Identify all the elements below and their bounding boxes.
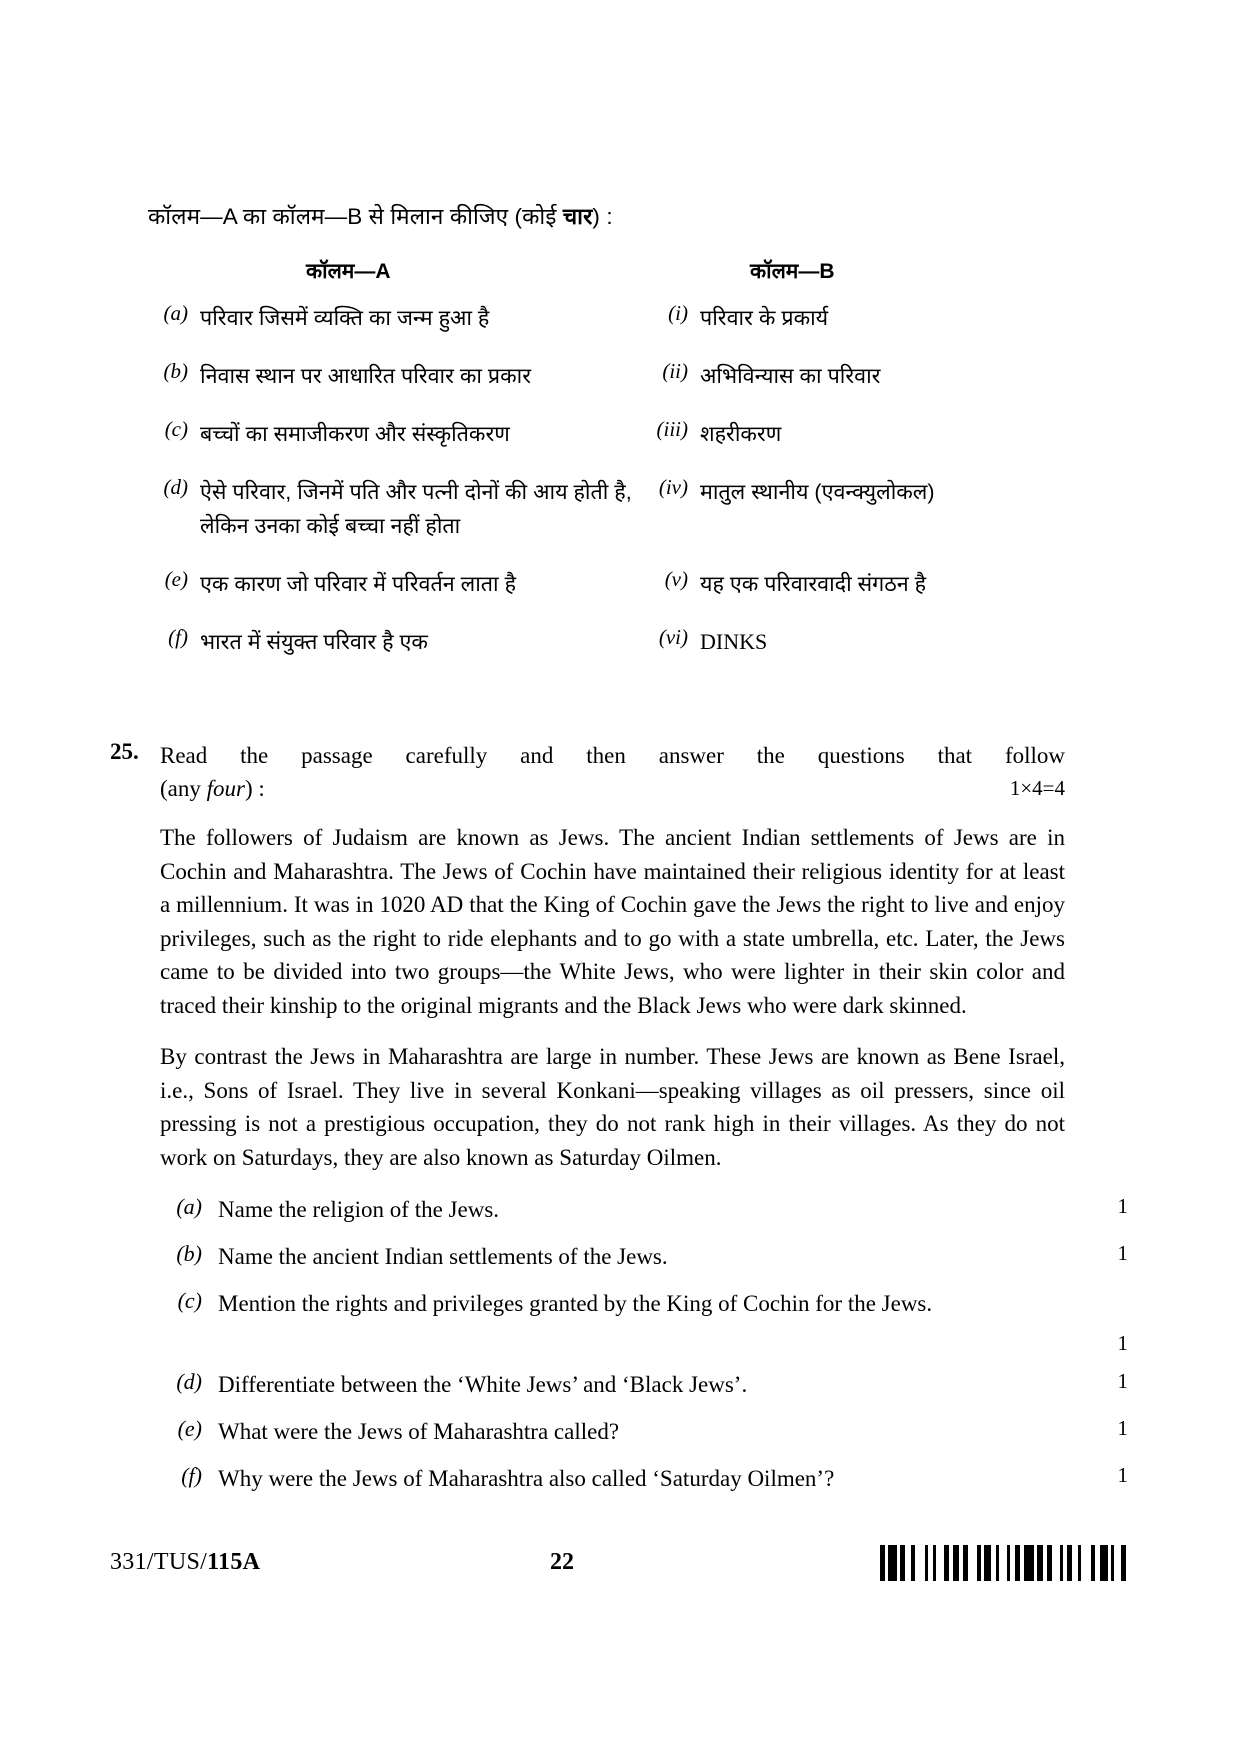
list-item bbox=[110, 1416, 1130, 1452]
sub-question-key: (f) bbox=[181, 1463, 202, 1488]
sub-question-key: (d) bbox=[176, 1369, 202, 1394]
sub-question-text: Mention the rights and privileges granted by the King of Cochin for the Jews. bbox=[218, 1291, 933, 1316]
question-stem-count: four bbox=[206, 776, 245, 801]
column-b-item-key: (v) bbox=[664, 567, 688, 591]
list-item bbox=[110, 1241, 1130, 1277]
list-item bbox=[110, 1288, 1130, 1358]
column-a-item-key: (a) bbox=[163, 301, 188, 325]
matching-instruction bbox=[148, 200, 1130, 231]
column-b-item-key: (iii) bbox=[656, 417, 688, 441]
paper-code-suffix: 115A bbox=[207, 1549, 261, 1575]
question-stem-line2 bbox=[160, 772, 1065, 805]
table-row bbox=[110, 359, 1130, 407]
column-a-item-text: एक कारण जो परिवार में परिवर्तन लाता है bbox=[200, 572, 517, 596]
question-stem bbox=[160, 739, 1065, 805]
sub-question-marks: 1 bbox=[1117, 1369, 1128, 1393]
sub-question-text: Why were the Jews of Maharashtra also called ‘Saturday Oilmen’? bbox=[218, 1466, 835, 1491]
sub-question-key: (a) bbox=[176, 1194, 202, 1219]
paper-code bbox=[110, 1549, 260, 1576]
sub-question-key: (c) bbox=[177, 1288, 202, 1313]
table-row bbox=[110, 567, 1130, 615]
table-row bbox=[110, 301, 1130, 349]
column-a-item-text: परिवार जिसमें व्यक्ति का जन्म हुआ है bbox=[200, 306, 490, 330]
column-a-item-key: (b) bbox=[163, 359, 188, 383]
question-stem-line1: Read the passage carefully and then answer the questions that follow bbox=[160, 743, 1065, 768]
table-row bbox=[110, 625, 1130, 673]
column-b-item-key: (iv) bbox=[658, 475, 688, 499]
list-item bbox=[110, 1194, 1130, 1230]
sub-question-key: (b) bbox=[176, 1241, 202, 1266]
column-a-item-text: भारत में संयुक्त परिवार है एक bbox=[200, 630, 428, 654]
page-content bbox=[110, 200, 1130, 1510]
column-a-item-text: ऐसे परिवार, जिनमें पति और पत्नी दोनों की आय होती है, लेकिन उनका कोई बच्चा नहीं होता bbox=[200, 480, 632, 538]
question-stem-colon: ) : bbox=[244, 776, 265, 801]
matching-column-headings bbox=[110, 257, 1130, 297]
column-a-item-key: (d) bbox=[163, 475, 188, 499]
passage-paragraph-1: The followers of Judaism are known as Jews. The ancient Indian settlements of Jews are in Cochin and Maharashtra. The Jews of Cochin have maintained their religious identity for at least a millennium. It was in 1020 AD that the King of Cochin gave the Jews the right to live and enjoy privileges, such as the right to ride elephants and to go with a state umbrella, etc. Later, the Jews came to be divided into two groups—the White Jews, who were lighter in their skin color and traced their kinship to the original migrants and the Black Jews who were dark skinned. bbox=[160, 825, 1065, 1018]
sub-question-text: Name the ancient Indian settlements of the Jews. bbox=[218, 1244, 668, 1269]
matching-instruction-prefix: कॉलम—A का कॉलम—B से मिलान कीजिए (कोई bbox=[148, 204, 563, 229]
question-stem-any: (any bbox=[160, 776, 207, 801]
sub-question-marks: 1 bbox=[1117, 1463, 1128, 1487]
question-marks: 1×4=4 bbox=[1009, 776, 1065, 800]
matching-instruction-emphasis: चार bbox=[562, 204, 593, 229]
list-item bbox=[110, 1463, 1130, 1499]
column-a-item-key: (f) bbox=[168, 625, 188, 649]
sub-question-marks: 1 bbox=[1117, 1331, 1128, 1355]
table-row bbox=[110, 417, 1130, 465]
sub-question-key: (e) bbox=[177, 1416, 202, 1441]
column-b-item-text: अभिविन्यास का परिवार bbox=[700, 364, 881, 388]
sub-question-text: Differentiate between the ‘White Jews’ and ‘Black Jews’. bbox=[218, 1372, 748, 1397]
column-a-heading: कॉलम—A bbox=[306, 260, 391, 283]
passage-paragraph-2: By contrast the Jews in Maharashtra are large in number. These Jews are known as Bene Israel, i.e., Sons of Israel. They live in several Konkani—speaking villages as oil pressers, since oil pressing is not a prestigious occupation, they do not rank high in their villages. As they do not work on Saturdays, they are also known as Saturday Oilmen. bbox=[160, 1044, 1065, 1170]
question-number: 25. bbox=[110, 739, 139, 764]
matching-rows bbox=[110, 301, 1130, 673]
sub-question-text: Name the religion of the Jews. bbox=[218, 1197, 500, 1222]
column-b-item-key: (i) bbox=[668, 301, 688, 325]
column-b-item-text: यह एक परिवारवादी संगठन है bbox=[700, 572, 927, 596]
column-a-item-key: (e) bbox=[164, 567, 188, 591]
sub-question-text: What were the Jews of Maharashtra called? bbox=[218, 1419, 620, 1444]
barcode bbox=[880, 1545, 1130, 1581]
page-number: 22 bbox=[550, 1549, 574, 1575]
sub-question-marks: 1 bbox=[1117, 1416, 1128, 1440]
list-item bbox=[110, 1369, 1130, 1405]
column-b-item-text: शहरीकरण bbox=[700, 422, 782, 446]
question-25 bbox=[110, 739, 1130, 1499]
column-b-item-text: DINKS bbox=[700, 629, 768, 654]
matching-instruction-suffix: ) : bbox=[592, 204, 613, 229]
column-b-item-key: (ii) bbox=[662, 359, 688, 383]
column-a-item-text: निवास स्थान पर आधारित परिवार का प्रकार bbox=[200, 364, 532, 388]
column-b-item-text: परिवार के प्रकार्य bbox=[700, 306, 829, 330]
paper-code-prefix: 331/TUS/ bbox=[110, 1549, 208, 1575]
column-b-item-key: (vi) bbox=[658, 625, 688, 649]
page-footer bbox=[110, 1545, 1130, 1585]
column-b-heading: कॉलम—B bbox=[750, 260, 835, 283]
column-b-item-text: मातुल स्थानीय (एवन्क्युलोकल) bbox=[700, 480, 935, 504]
column-a-item-text: बच्चों का समाजीकरण और संस्कृतिकरण bbox=[200, 422, 510, 446]
column-a-item-key: (c) bbox=[164, 417, 188, 441]
sub-question-marks: 1 bbox=[1117, 1194, 1128, 1218]
sub-question-list bbox=[110, 1194, 1130, 1499]
table-row bbox=[110, 475, 1130, 557]
sub-question-marks: 1 bbox=[1117, 1241, 1128, 1265]
